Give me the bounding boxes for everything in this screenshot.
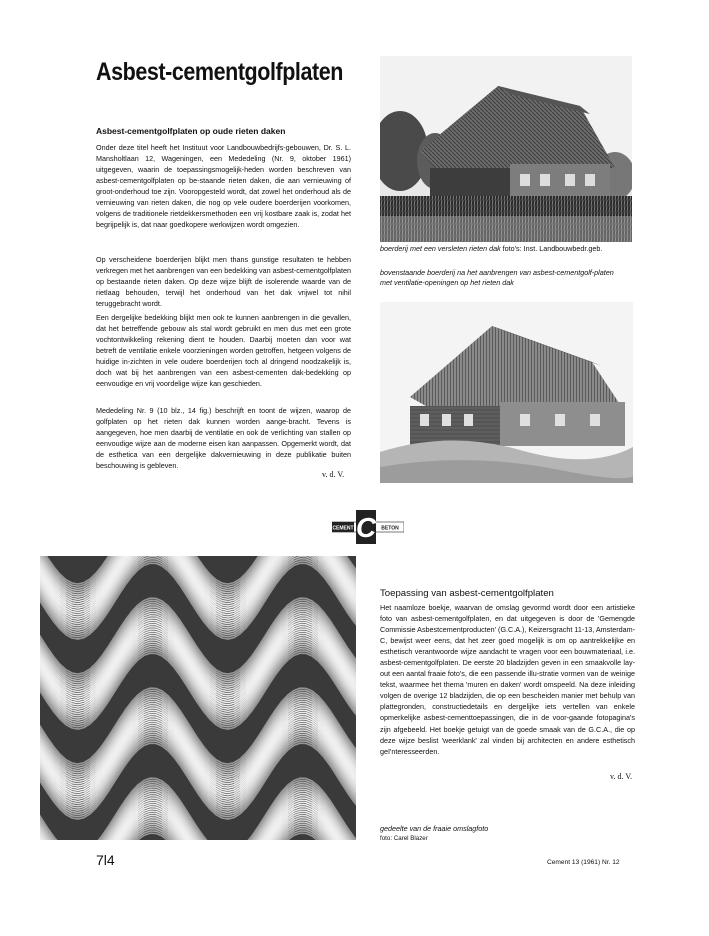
article-paragraph-2: Op verscheidene boerderijen blijkt men thans gunstige resultaten te hebben verkregen met het aanbrengen van een bedekking van asbest-cementgolfplaten op bestaande rieten daken. Op deze wijze blijft de isolerende waarde van de rietlaag behouden, terwijl het onderhoud van het dak vrijwel tot nihil teruggebracht wordt. [96, 255, 351, 309]
photo-caption-2: bovenstaande boerderij na het aanbrengen van asbest-cementgolf-platen met ventilatie-openingen op het rieten dak [380, 268, 614, 287]
photo-caption-3: gedeelte van de fraaie omslagfoto [380, 824, 489, 833]
article-subheading: Asbest-cementgolfplaten op oude rieten daken [96, 126, 286, 136]
cement-beton-logo [332, 510, 404, 544]
article-2-heading: Toepassing van asbest-cementgolfplaten [380, 588, 554, 599]
article-2-body: Het naamloze boekje, waarvan de omslag gevormd wordt door een artistieke foto van asbest-cementgolfplaten, en dat uitgegeven is door de 'Gemengde Commissie Asbestcementproducten' (G.C.A.), Keizersgracht 11-13, Amsterdam-C, bewijst weer eens, dat het zeer goed mogelijk is om op aantrekkelijke en esthetisch verantwoorde wijze aandacht te vragen voor een bouwmateriaal, i.e. asbest-cementgolfplaten. De eerste 20 bladzijden geven in een smaakvolle lay-out een aantal fraaie foto's, die een passende illu-stratie vormen van de weinige tekst, waarmee het thema 'muren en daken' wordt omspeeld. Na deze inleiding volgen de overige 12 bladzijden, die op een bescheiden manier met behulp van plattegronden, constructiedetails en dergelijke iets vertellen van enkele opmerkelijke asbest-cementtoepassingen, die in de voor-gaande fotopagina's zijn afgebeeld. Het boekje getuigt van de goede smaak van de G.C.A., die op deze wijze beslist 'weerklank' zal vinden bij architecten en andere esthetisch geï'nteresseerden. [380, 603, 635, 756]
photo-credit: foto: Carel Blazer [380, 835, 428, 842]
svg-text:CEMENT: CEMENT [332, 525, 354, 532]
farmhouse-corrugated-roof-photo [380, 302, 633, 483]
photo-caption-1: boerderij met een versleten rieten dak foto's: Inst. Landbouwbedr.geb. [380, 244, 603, 253]
journal-footer: Cement 13 (1961) Nr. 12 [547, 859, 620, 866]
svg-text:BETON: BETON [381, 525, 399, 532]
svg-text:C: C [355, 512, 377, 543]
page-number: 7l4 [96, 852, 115, 868]
article-2-signature: v. d. V. [610, 772, 633, 781]
article-signature: v. d. V. [322, 470, 345, 479]
corrugated-sheets-photo [40, 556, 356, 840]
article-paragraph-1: Onder deze titel heeft het Instituut voor Landbouwbedrijfs-gebouwen, Dr. S. L. Mansholtlaan 12, Wageningen, een Mededeling (Nr. 9, oktober 1961) uitgegeven, waarin de toepassingsmogelijk-heden worden beschreven van asbest-cementgolfplaten op be-staande rieten daken, die aan vernieuwing of groot-onderhoud toe zijn. Vooropgesteld wordt, dat zowel het onderhoud als de vernieuwing van rieten daken, die nog op vele oudere boerderijen voorkomen, volgens de traditionele rietdekkersmethoden een vrij kostbare zaak is, zodat het begrijpelijk is, dat naar goedkopere werkwijzen wordt omgezien. [96, 143, 351, 230]
farmhouse-thatched-photo [380, 56, 632, 242]
page-title: Asbest-cementgolfplaten [96, 58, 343, 86]
article-paragraph-3: Een dergelijke bedekking blijkt men ook te kunnen aanbrengen in die gevallen, dat het betreffende gebouw als stal wordt gebruikt en men dus met een grote vochtontwikkeling rekening dient te houden. Daarbij moeten dan voor wat betreft de ventilatie enkele voorzieningen worden getroffen, hetgeen volgens de huidige in-zichten in vele oudere boerderijen toch al dringend noodzakelijk is, doch wat bij het aanbrengen van een asbest-cementen dak-bedekking op eenvoudige en vrij voordelige wijze kan geschieden. [96, 313, 351, 389]
article-paragraph-4: Mededeling Nr. 9 (10 blz., 14 fig.) beschrijft en toont de wijzen, waarop de golfplaten op het rieten dak kunnen worden aange-bracht. Tevens is aangegeven, hoe men daarbij de ventilatie en ook de verlichting van stallen op eenvoudige wijze aan de moderne eisen kan aanpassen. Opgemerkt wordt, dat de esthetica van een dergelijke dakvernieuwing in deze publikatie buiten beschouwing is gebleven. [96, 406, 351, 471]
